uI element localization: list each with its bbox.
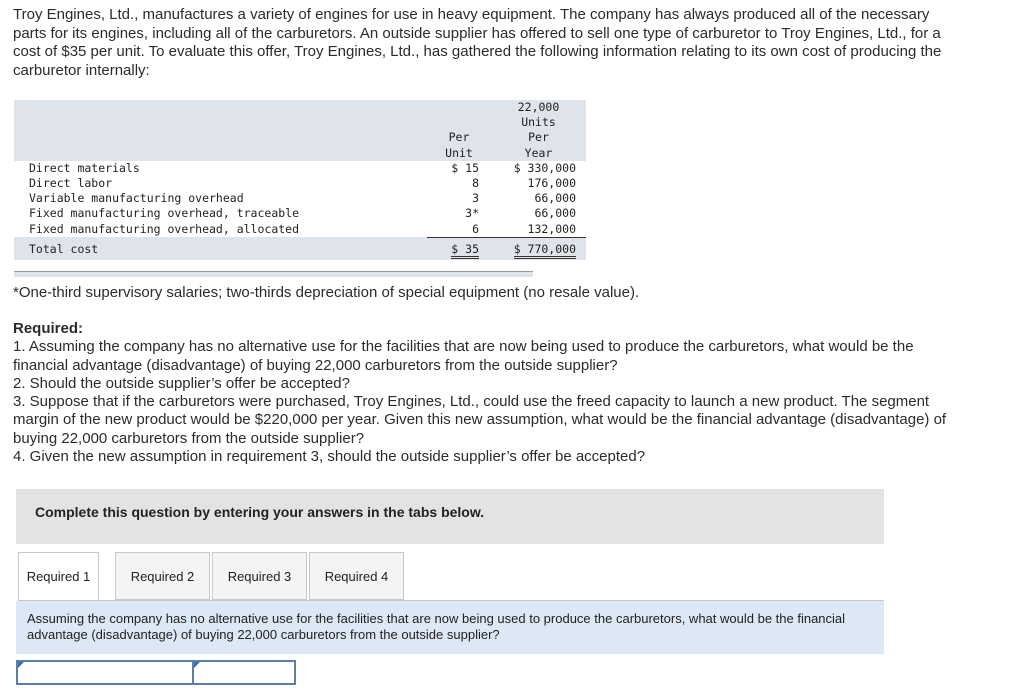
tab-label: Required 4	[324, 568, 389, 584]
tab-label: Required 2	[130, 568, 195, 584]
row-year-cost: $ 330,000	[513, 160, 576, 175]
cost-table	[14, 100, 586, 260]
answer-amount-input[interactable]	[192, 660, 296, 685]
problem-intro: Troy Engines, Ltd., manufactures a variety of engines for use in heavy equipment. The company has always produced all of the necessary parts for its engines, including all of the carburetors. An outside supplier has offered to sell one type of carburetor to Troy Engines, Ltd., for a cost of $35 per unit. To evaluate this offer, Troy Engines, Ltd., has gathered the following information relating to its own cost of producing the carburetor internally:	[13, 6, 942, 79]
header-per-year-line1: Per	[491, 130, 586, 145]
tab-label: Required 1	[26, 569, 91, 584]
header-year-line1: 22,000	[491, 100, 586, 115]
row-year-cost: 66,000	[534, 191, 576, 206]
required-item: 4. Given the new assumption in requirement 3, should the outside supplier’s offer be accepted?	[13, 448, 646, 466]
tab-required-1[interactable]	[18, 552, 99, 601]
total-label: Total cost	[14, 237, 427, 260]
instruction-text: Complete this question by entering your answers in the tabs below.	[35, 504, 485, 520]
tab-required-3[interactable]	[212, 552, 307, 600]
table-header-row	[14, 100, 586, 115]
table-header-row	[14, 130, 586, 145]
required-section	[13, 320, 963, 466]
header-per-unit-line1: Per	[427, 130, 491, 145]
required-heading: Required:	[13, 320, 84, 337]
table-divider	[14, 271, 533, 277]
tab-required-2[interactable]	[115, 552, 210, 600]
row-unit-cost: 8	[472, 176, 479, 191]
row-label: Direct materials	[29, 160, 140, 175]
table-row	[14, 161, 586, 176]
table-row	[14, 222, 586, 238]
tab-label: Required 3	[227, 568, 292, 584]
row-unit-cost: 3	[472, 191, 479, 206]
table-row	[14, 176, 586, 191]
tab-required-4[interactable]	[309, 552, 404, 600]
input-flag-icon	[194, 662, 200, 668]
header-per-year-line2: Year	[491, 146, 586, 161]
table-row	[14, 191, 586, 206]
row-year-cost: 132,000	[491, 222, 586, 238]
required-item: 3. Suppose that if the carburetors were purchased, Troy Engines, Ltd., could use the freed capacity to launch a new product. The segment margin of the new product would be $220,000 per year. Given this new assumption, what would be the financial advantage (disadvantage) of buying 22,000 carburetors from the outside supplier?	[13, 393, 947, 447]
row-unit-cost: $ 15	[451, 160, 479, 175]
answer-prompt: Assuming the company has no alternative use for the facilities that are now being used to produce the carburetors, what would be the financial advantage (disadvantage) of buying 22,000 carburetors from the outside supplier?	[16, 601, 884, 654]
instruction-banner	[16, 489, 884, 544]
table-row	[14, 206, 586, 221]
total-unit-cost: $ 35	[451, 242, 479, 259]
row-year-cost: 176,000	[527, 176, 576, 191]
row-label: Fixed manufacturing overhead, allocated	[29, 221, 300, 236]
required-item: 1. Assuming the company has no alternative use for the facilities that are now being used to produce the carburetors, what would be the financial advantage (disadvantage) of buying 22,000 carburetors from the outside supplier?	[13, 338, 914, 374]
header-year-line2: Units	[491, 115, 586, 130]
row-label: Variable manufacturing overhead	[29, 191, 244, 206]
row-label: Fixed manufacturing overhead, traceable	[29, 206, 300, 221]
footnote: *One-third supervisory salaries; two-thirds depreciation of special equipment (no resale value).	[13, 284, 640, 301]
table-header-row	[14, 115, 586, 130]
row-unit-cost: 3*	[465, 206, 479, 221]
table-header-row	[14, 146, 586, 161]
total-year-cost: $ 770,000	[514, 242, 576, 259]
header-per-unit-line2: Unit	[427, 146, 491, 161]
answer-label-input[interactable]	[16, 660, 194, 685]
required-item: 2. Should the outside supplier’s offer be accepted?	[13, 374, 350, 392]
input-flag-icon	[18, 662, 24, 668]
total-row	[14, 237, 586, 260]
row-year-cost: 66,000	[534, 206, 576, 221]
row-unit-cost: 6	[427, 222, 491, 238]
row-label: Direct labor	[29, 176, 113, 191]
